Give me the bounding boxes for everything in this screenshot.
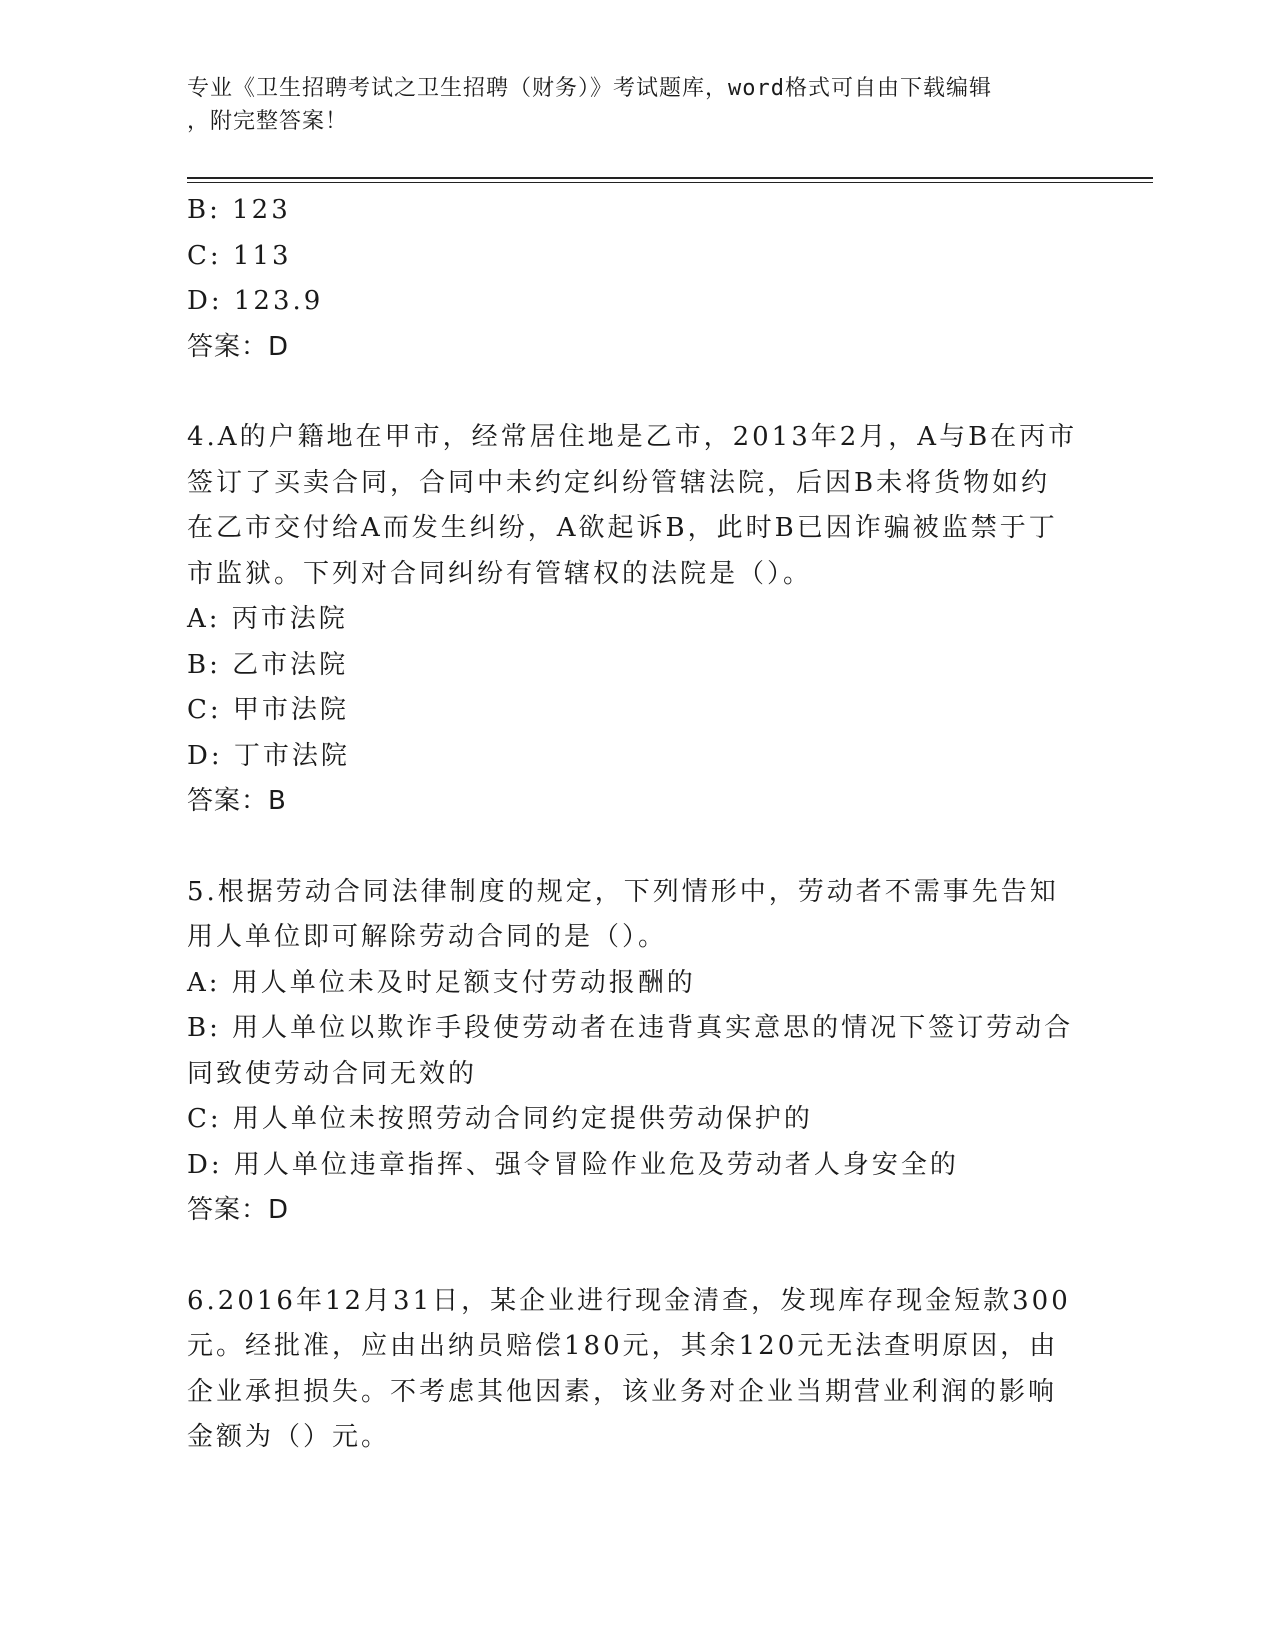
- q5-stem-line: 5.根据劳动合同法律制度的规定，下列情形中，劳动者不需事先告知: [187, 876, 1059, 907]
- question-4-block: [187, 415, 1087, 825]
- q3-option-b: B: 123: [187, 195, 291, 225]
- q4-stem-line: 市监狱。下列对合同纠纷有管辖权的法院是（）。: [187, 558, 813, 589]
- q3-answer: 答案：D: [187, 331, 290, 362]
- q5-option-d: D: 用人单位违章指挥、强令冒险作业危及劳动者人身安全的: [187, 1149, 959, 1180]
- q5-answer: 答案：D: [187, 1195, 290, 1225]
- q5-option-b-line: 同致使劳动合同无效的: [187, 1058, 478, 1089]
- q6-stem-line: 企业承担损失。不考虑其他因素，该业务对企业当期营业利润的影响: [187, 1376, 1058, 1407]
- q5-stem-line: 用人单位即可解除劳动合同的是（）。: [187, 922, 668, 952]
- q4-option-a: A: 丙市法院: [187, 604, 348, 634]
- question-5-block: [187, 870, 1087, 1234]
- spacer: [187, 370, 1087, 415]
- header-line-1: 专业《卫生招聘考试之卫生招聘（财务）》考试题库，word格式可自由下载编辑: [187, 76, 992, 101]
- q4-option-d: D: 丁市法院: [187, 740, 350, 771]
- q4-answer: 答案：B: [187, 786, 287, 816]
- q6-stem-line: 6.2016年12月31日，某企业进行现金清查，发现库存现金短款300: [187, 1285, 1071, 1316]
- q5-option-c: C: 用人单位未按照劳动合同约定提供劳动保护的: [187, 1104, 813, 1134]
- header-divider-thin: [187, 182, 1153, 183]
- q4-stem-line: 在乙市交付给A而发生纠纷，A欲起诉B，此时B已因诈骗被监禁于丁: [187, 513, 1058, 543]
- q5-option-b-line: B: 用人单位以欺诈手段使劳动者在违背真实意思的情况下签订劳动合: [187, 1013, 1074, 1043]
- header-line-2: ，附完整答案！: [187, 109, 349, 134]
- q6-stem-line: 元。经批准，应由出纳员赔偿180元，其余120元无法查明原因，由: [187, 1331, 1059, 1361]
- header-divider-thick: [187, 177, 1153, 179]
- document-body: [187, 188, 1087, 1461]
- q5-option-a: A: 用人单位未及时足额支付劳动报酬的: [187, 967, 696, 998]
- question-6-block: [187, 1279, 1087, 1461]
- q3-option-d: D: 123.9: [187, 286, 324, 316]
- spacer: [187, 1234, 1087, 1279]
- question-3-block: [187, 188, 1087, 370]
- document-header: [187, 72, 1067, 138]
- spacer: [187, 825, 1087, 870]
- q3-option-c: C: 113: [187, 240, 292, 271]
- q4-stem-line: 签订了买卖合同，合同中未约定纠纷管辖法院，后因B未将货物如约: [187, 467, 1051, 498]
- q4-option-b: B: 乙市法院: [187, 649, 349, 680]
- q6-stem-line: 金额为（）元。: [187, 1422, 391, 1452]
- q4-stem-line: 4.A的户籍地在甲市，经常居住地是乙市，2013年2月，A与B在丙市: [187, 422, 1078, 452]
- q4-option-c: C: 甲市法院: [187, 695, 349, 725]
